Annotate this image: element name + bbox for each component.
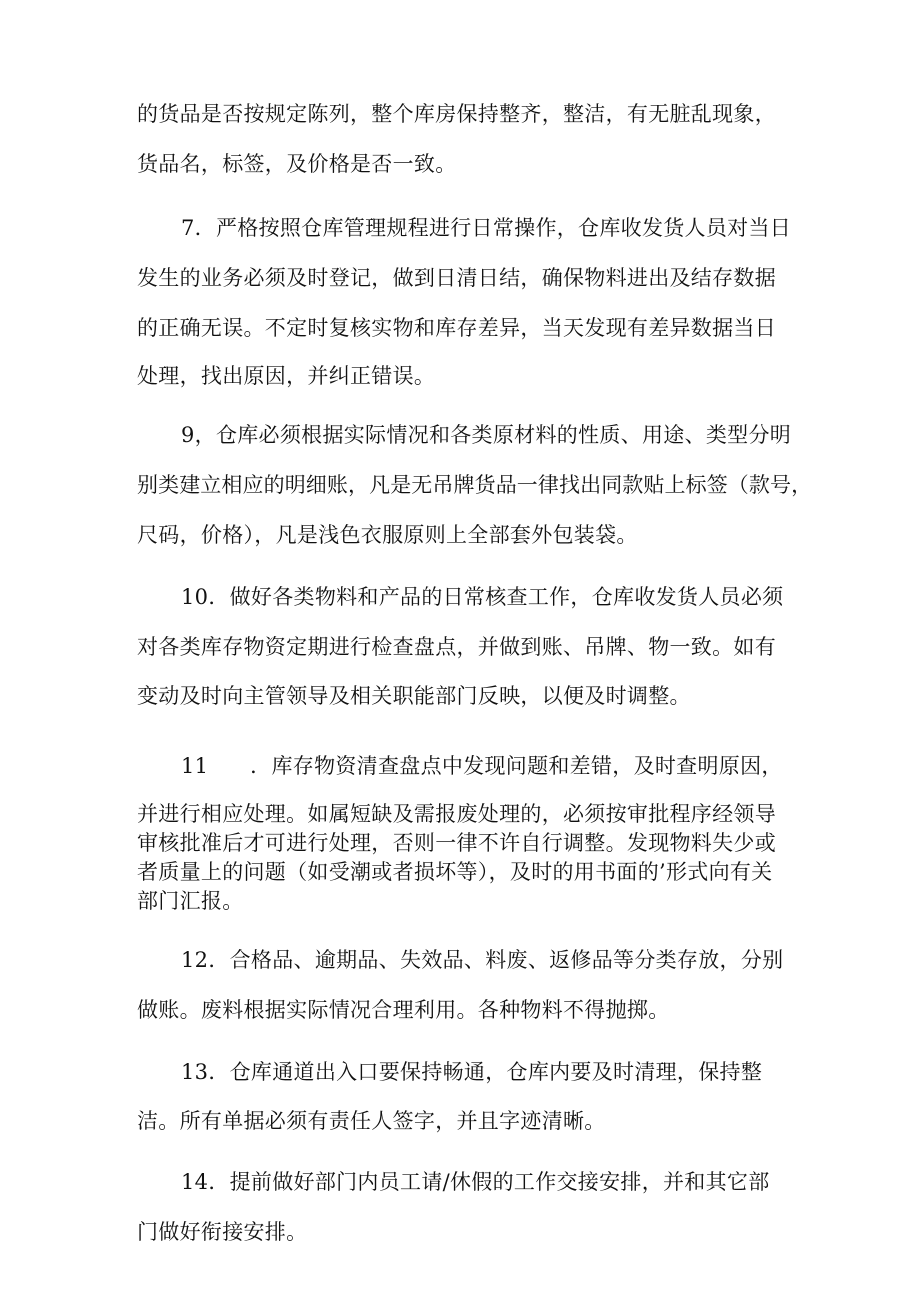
text-line: 部门汇报。	[137, 889, 244, 913]
text-line: 别类建立相应的明细账，凡是无吊牌货品一律找出同款贴上标签（款号，	[137, 473, 813, 497]
text-line: 对各类库存物资定期进行检查盘点，并做到账、吊牌、物一致。如有	[137, 635, 776, 659]
text-line: 变动及时向主管领导及相关职能部门反映，以便及时调整。	[137, 684, 691, 708]
text-line: 审核批准后才可进行处理，否则一律不许自行调整。发现物料失少或	[137, 831, 776, 855]
text-line: 做账。废料根据实际情况合理利用。各种物料不得抛掷。	[137, 998, 670, 1022]
text-line: 14．提前做好部门内员工请/休假的工作交接安排，并和其它部	[181, 1170, 770, 1194]
text-line: 发生的业务必须及时登记，做到日清日结，确保物料进出及结存数据	[137, 266, 776, 290]
text-line: 10．做好各类物料和产品的日常核查工作，仓库收发货人员必须	[181, 585, 784, 609]
text-line: 处理，找出原因，并纠正错误。	[137, 364, 436, 388]
text-line: 12．合格品、逾期品、失效品、料废、返修品等分类存放，分别	[181, 948, 784, 972]
text-line: 13．仓库通道出入口要保持畅通，仓库内要及时清理，保持整	[181, 1060, 763, 1084]
text-line: 9，仓库必须根据实际情况和各类原材料的性质、用途、类型分明	[181, 423, 792, 447]
text-line: 并进行相应处理。如属短缺及需报废处理的，必须按审批程序经领导	[137, 802, 776, 826]
text-line: 货品名，标签，及价格是否一致。	[137, 152, 457, 176]
text-line: 11 ．库存物资清查盘点中发现问题和差错，及时查明原因，	[181, 754, 783, 778]
text-line: 洁。所有单据必须有责任人签字，并且字迹清晰。	[137, 1109, 606, 1133]
text-line: 者质量上的问题（如受潮或者损坏等），及时的用书面的’形式向有关	[137, 860, 773, 884]
text-line: 的正确无误。不定时复核实物和库存差异，当天发现有差异数据当日	[137, 316, 776, 340]
text-line: 门做好衔接安排。	[137, 1220, 308, 1244]
text-line: 7．严格按照仓库管理规程进行日常操作，仓库收发货人员对当日	[181, 216, 792, 240]
text-line: 尺码，价格），凡是浅色衣服原则上全部套外包装袋。	[137, 523, 638, 547]
text-line: 的货品是否按规定陈列，整个库房保持整齐，整洁，有无脏乱现象，	[137, 102, 776, 126]
